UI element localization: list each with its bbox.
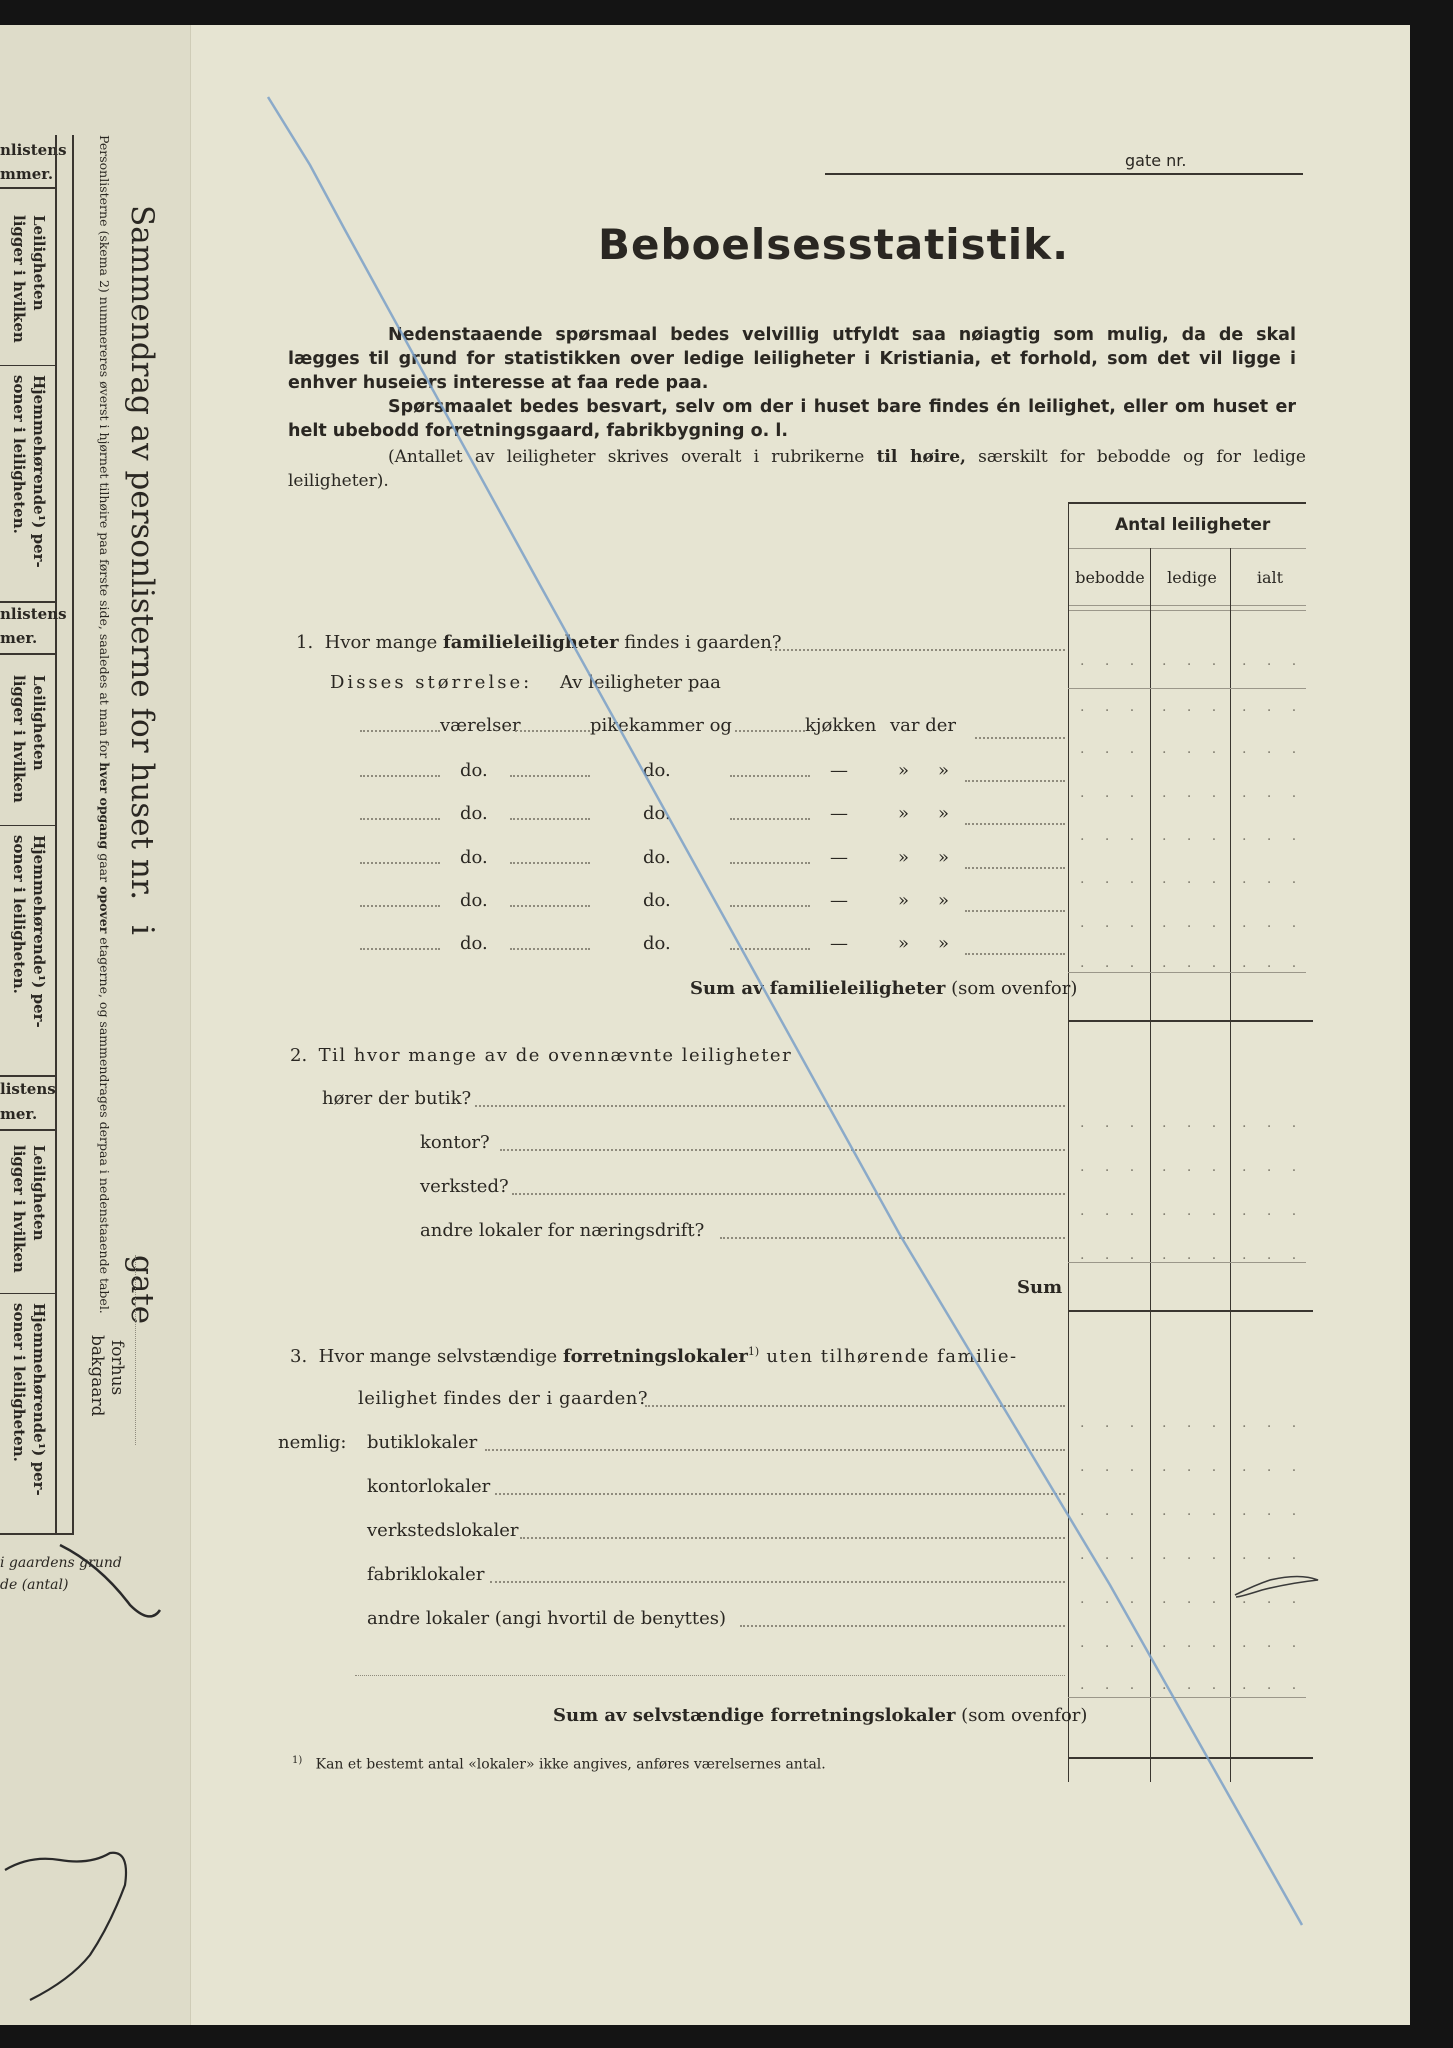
q1-size-label-2: Av leiligheter paa xyxy=(560,672,721,693)
q1-size-label: Disses størrelse: xyxy=(330,672,533,693)
side-instructions: Personlisterne (skema 2) nummereres øverst i hjørnet tilhøire paa første side, saaledes at man for hver opgang gaar opover etagerne, og sammendrages derpaa i nedenstaaende tabel. xyxy=(97,135,112,1314)
do-row-ditto-2: » xyxy=(938,760,950,781)
side-cell-mer-1: mmer. xyxy=(0,165,54,183)
do-row-ditto-2: » xyxy=(938,803,950,824)
q3-item-verksted: verkstedslokaler xyxy=(367,1520,519,1541)
answer-cell-dots: . . . xyxy=(1242,1115,1305,1131)
do-row-ditto-2: » xyxy=(938,847,950,868)
answer-cell-dots: . . . xyxy=(1162,653,1225,669)
side-cell-hjem-4: soner i leiligheten. xyxy=(10,835,28,994)
answer-cell-dots: . . . xyxy=(1080,1503,1143,1519)
side-cell-leil-6: ligger i hvilken xyxy=(10,1145,28,1273)
do-row-dash: — xyxy=(830,933,848,954)
col-bebodde: bebodde xyxy=(1075,568,1145,587)
side-cell-hjem-1: Hjemmehørende¹) per- xyxy=(30,375,48,568)
do-row-dash: — xyxy=(830,760,848,781)
q1-text: 1. Hvor mange familieleiligheter findes i gaarden? xyxy=(296,632,782,653)
answer-cell-dots: . . . xyxy=(1162,1115,1225,1131)
answer-cell-dots: . . . xyxy=(1242,1547,1305,1563)
answer-cell-dots: . . . xyxy=(1080,915,1143,931)
side-cell-hjem-5: Hjemmehørende¹) per- xyxy=(30,1303,48,1496)
answer-cell-dots: . . . xyxy=(1080,1247,1143,1263)
q1-col-rooms: værelser xyxy=(440,715,521,736)
q3-item-kontor: kontorlokaler xyxy=(367,1476,491,1497)
table-header: Antal leiligheter xyxy=(1115,515,1271,535)
do-row-dash: — xyxy=(830,890,848,911)
do-row-maid: do. xyxy=(643,890,671,911)
q2-item-butik: hører der butik? xyxy=(322,1088,472,1109)
answer-cell-dots: . . . xyxy=(1242,1677,1305,1693)
answer-cell-dots: . . . xyxy=(1242,1203,1305,1219)
answer-cell-dots: . . . xyxy=(1162,1459,1225,1475)
answer-cell-dots: . . . xyxy=(1080,871,1143,887)
do-row-ditto-1: » xyxy=(898,847,910,868)
answer-cell-dots: . . . xyxy=(1080,653,1143,669)
do-row-maid: do. xyxy=(643,933,671,954)
pen-marks xyxy=(0,25,1410,2025)
intro-paragraph-3: (Antallet av leiligheter skrives overalt i rubrikerne til høire, særskilt for bebodde og for ledige leiligheter). xyxy=(288,447,1306,491)
footnote: $^{1)}$ Kan et bestemt antal «lokaler» ikke angives, anføres værelsernes antal. xyxy=(292,1755,826,1773)
q3-text: 3. Hvor mange selvstændige forretningslokaler$^{1)}$ uten tilhørende familie- xyxy=(290,1345,1018,1367)
answer-cell-dots: . . . xyxy=(1080,1115,1143,1131)
do-row-rooms: do. xyxy=(460,847,488,868)
answer-cell-dots: . . . xyxy=(1162,871,1225,887)
q3-item-butik: butiklokaler xyxy=(367,1432,478,1453)
col-ialt: ialt xyxy=(1256,568,1284,587)
q3-nemlig: nemlig: xyxy=(278,1432,347,1453)
answer-cell-dots: . . . xyxy=(1080,828,1143,844)
answer-cell-dots: . . . xyxy=(1162,699,1225,715)
do-row-rooms: do. xyxy=(460,933,488,954)
q3-item-andre: andre lokaler (angi hvortil de benyttes) xyxy=(367,1608,727,1629)
q2-text: 2. Til hvor mange av de ovennævnte leiligheter xyxy=(290,1045,793,1066)
side-cell-listens-3: listens xyxy=(0,1080,56,1098)
answer-cell-dots: . . . xyxy=(1242,1247,1305,1263)
answer-cell-dots: . . . xyxy=(1080,1635,1143,1651)
answer-cell-dots: . . . xyxy=(1080,1203,1143,1219)
answer-cell-dots: . . . xyxy=(1080,1591,1143,1607)
page-title: Beboelsesstatistik. xyxy=(598,220,1070,269)
answer-cell-dots: . . . xyxy=(1162,828,1225,844)
q1-col-maid: pikekammer og xyxy=(590,715,732,736)
side-cell-leil-5: Leiligheten xyxy=(30,1145,48,1241)
answer-cell-dots: . . . xyxy=(1242,741,1305,757)
answer-cell-dots: . . . xyxy=(1162,915,1225,931)
answer-cell-dots: . . . xyxy=(1242,1591,1305,1607)
side-cell-listens-2: nlistens xyxy=(0,605,67,623)
answer-cell-dots: . . . xyxy=(1242,1159,1305,1175)
gate-nr-label: gate nr. xyxy=(1125,151,1187,170)
answer-cell-dots: . . . xyxy=(1162,955,1225,971)
answer-cell-dots: . . . xyxy=(1242,1503,1305,1519)
answer-cell-dots: . . . xyxy=(1080,741,1143,757)
answer-cell-dots: . . . xyxy=(1162,1547,1225,1563)
answer-cell-dots: . . . xyxy=(1242,785,1305,801)
do-row-ditto-1: » xyxy=(898,890,910,911)
side-summary-gate: gate xyxy=(124,1255,160,1325)
q2-item-andre: andre lokaler for næringsdrift? xyxy=(420,1220,705,1241)
answer-cell-dots: . . . xyxy=(1162,741,1225,757)
answer-cell-dots: . . . xyxy=(1162,1635,1225,1651)
side-cell-leil-1: Leiligheten xyxy=(30,215,48,311)
form-page xyxy=(0,25,1410,2025)
answer-cell-dots: . . . xyxy=(1080,699,1143,715)
answer-cell-dots: . . . xyxy=(1080,1159,1143,1175)
q1-col-kitchen: kjøkken xyxy=(805,715,877,736)
side-cell-hjem-2: soner i leiligheten. xyxy=(10,375,28,534)
answer-cell-dots: . . . xyxy=(1242,1635,1305,1651)
answer-cell-dots: . . . xyxy=(1080,785,1143,801)
do-row-ditto-2: » xyxy=(938,933,950,954)
q2-item-kontor: kontor? xyxy=(420,1132,490,1153)
answer-cell-dots: . . . xyxy=(1242,653,1305,669)
do-row-dash: — xyxy=(830,803,848,824)
answer-cell-dots: . . . xyxy=(1162,1677,1225,1693)
answer-cell-dots: . . . xyxy=(1080,955,1143,971)
answer-cell-dots: . . . xyxy=(1242,828,1305,844)
answer-cell-dots: . . . xyxy=(1080,1547,1143,1563)
do-row-ditto-1: » xyxy=(898,760,910,781)
q2-sum: Sum xyxy=(1017,1277,1063,1298)
side-summary-i: i xyxy=(124,925,160,935)
intro-paragraph-2: Spørsmaalet bedes besvart, selv om der i huset bare findes én leilighet, eller om huset er helt ubebodd forretningsgaard, fabrikbygning o. l. xyxy=(288,397,1296,441)
answer-cell-dots: . . . xyxy=(1080,1415,1143,1431)
side-forhus: forhus xyxy=(107,1340,127,1396)
answer-cell-dots: . . . xyxy=(1080,1459,1143,1475)
do-row-ditto-1: » xyxy=(898,933,910,954)
do-row-maid: do. xyxy=(643,803,671,824)
answer-cell-dots: . . . xyxy=(1242,1415,1305,1431)
answer-cell-dots: . . . xyxy=(1162,1591,1225,1607)
q2-item-verksted: verksted? xyxy=(420,1176,509,1197)
side-cell-hjem-3: Hjemmehørende¹) per- xyxy=(30,835,48,1028)
answer-cell-dots: . . . xyxy=(1162,1247,1225,1263)
do-row-maid: do. xyxy=(643,760,671,781)
side-cell-leil-4: ligger i hvilken xyxy=(10,675,28,803)
answer-cell-dots: . . . xyxy=(1242,871,1305,887)
side-summary-title: Sammendrag av personlisterne for huset nr. xyxy=(124,205,160,901)
side-cell-listens-1: nlistens xyxy=(0,141,67,159)
q3-item-fabrik: fabriklokaler xyxy=(367,1564,485,1585)
side-cell-hjem-6: soner i leiligheten. xyxy=(10,1303,28,1462)
side-cell-mer-3: mer. xyxy=(0,1105,38,1123)
answer-cell-dots: . . . xyxy=(1162,1503,1225,1519)
answer-cell-dots: . . . xyxy=(1162,1415,1225,1431)
answer-cell-dots: . . . xyxy=(1242,1459,1305,1475)
side-bottom-label-1: i gaardens grund xyxy=(0,1555,122,1571)
answer-cell-dots: . . . xyxy=(1162,1203,1225,1219)
q3-sum: Sum av selvstændige forretningslokaler (som ovenfor) xyxy=(553,1705,1088,1726)
intro-paragraph-1: Nedenstaaende spørsmaal bedes velvillig utfyldt saa nøiagtig som mulig, da de skal lægges til grund for statistikken over ledige leiligheter i Kristiania, et forhold, som det vil ligge i enhver huseiers interesse at faa rede paa. xyxy=(288,325,1296,393)
side-bakgaard: bakgaard xyxy=(87,1335,107,1417)
answer-cell-dots: . . . xyxy=(1242,955,1305,971)
col-ledige: ledige xyxy=(1167,568,1217,587)
side-cell-mer-2: mer. xyxy=(0,629,38,647)
side-bottom-label-2: de (antal) xyxy=(0,1577,69,1593)
do-row-rooms: do. xyxy=(460,890,488,911)
do-row-rooms: do. xyxy=(460,803,488,824)
q3-text-2: leilighet findes der i gaarden? xyxy=(358,1388,649,1409)
answer-cell-dots: . . . xyxy=(1162,785,1225,801)
do-row-ditto-1: » xyxy=(898,803,910,824)
answer-cell-dots: . . . xyxy=(1080,1677,1143,1693)
answer-cell-dots: . . . xyxy=(1242,699,1305,715)
answer-cell-dots: . . . xyxy=(1162,1159,1225,1175)
do-row-maid: do. xyxy=(643,847,671,868)
do-row-dash: — xyxy=(830,847,848,868)
side-cell-leil-3: Leiligheten xyxy=(30,675,48,771)
do-row-ditto-2: » xyxy=(938,890,950,911)
answer-cell-dots: . . . xyxy=(1242,915,1305,931)
side-cell-leil-2: ligger i hvilken xyxy=(10,215,28,343)
q1-sum: Sum av familieleiligheter (som ovenfor) xyxy=(690,978,1078,999)
do-row-rooms: do. xyxy=(460,760,488,781)
q1-col-var: var der xyxy=(890,715,957,736)
